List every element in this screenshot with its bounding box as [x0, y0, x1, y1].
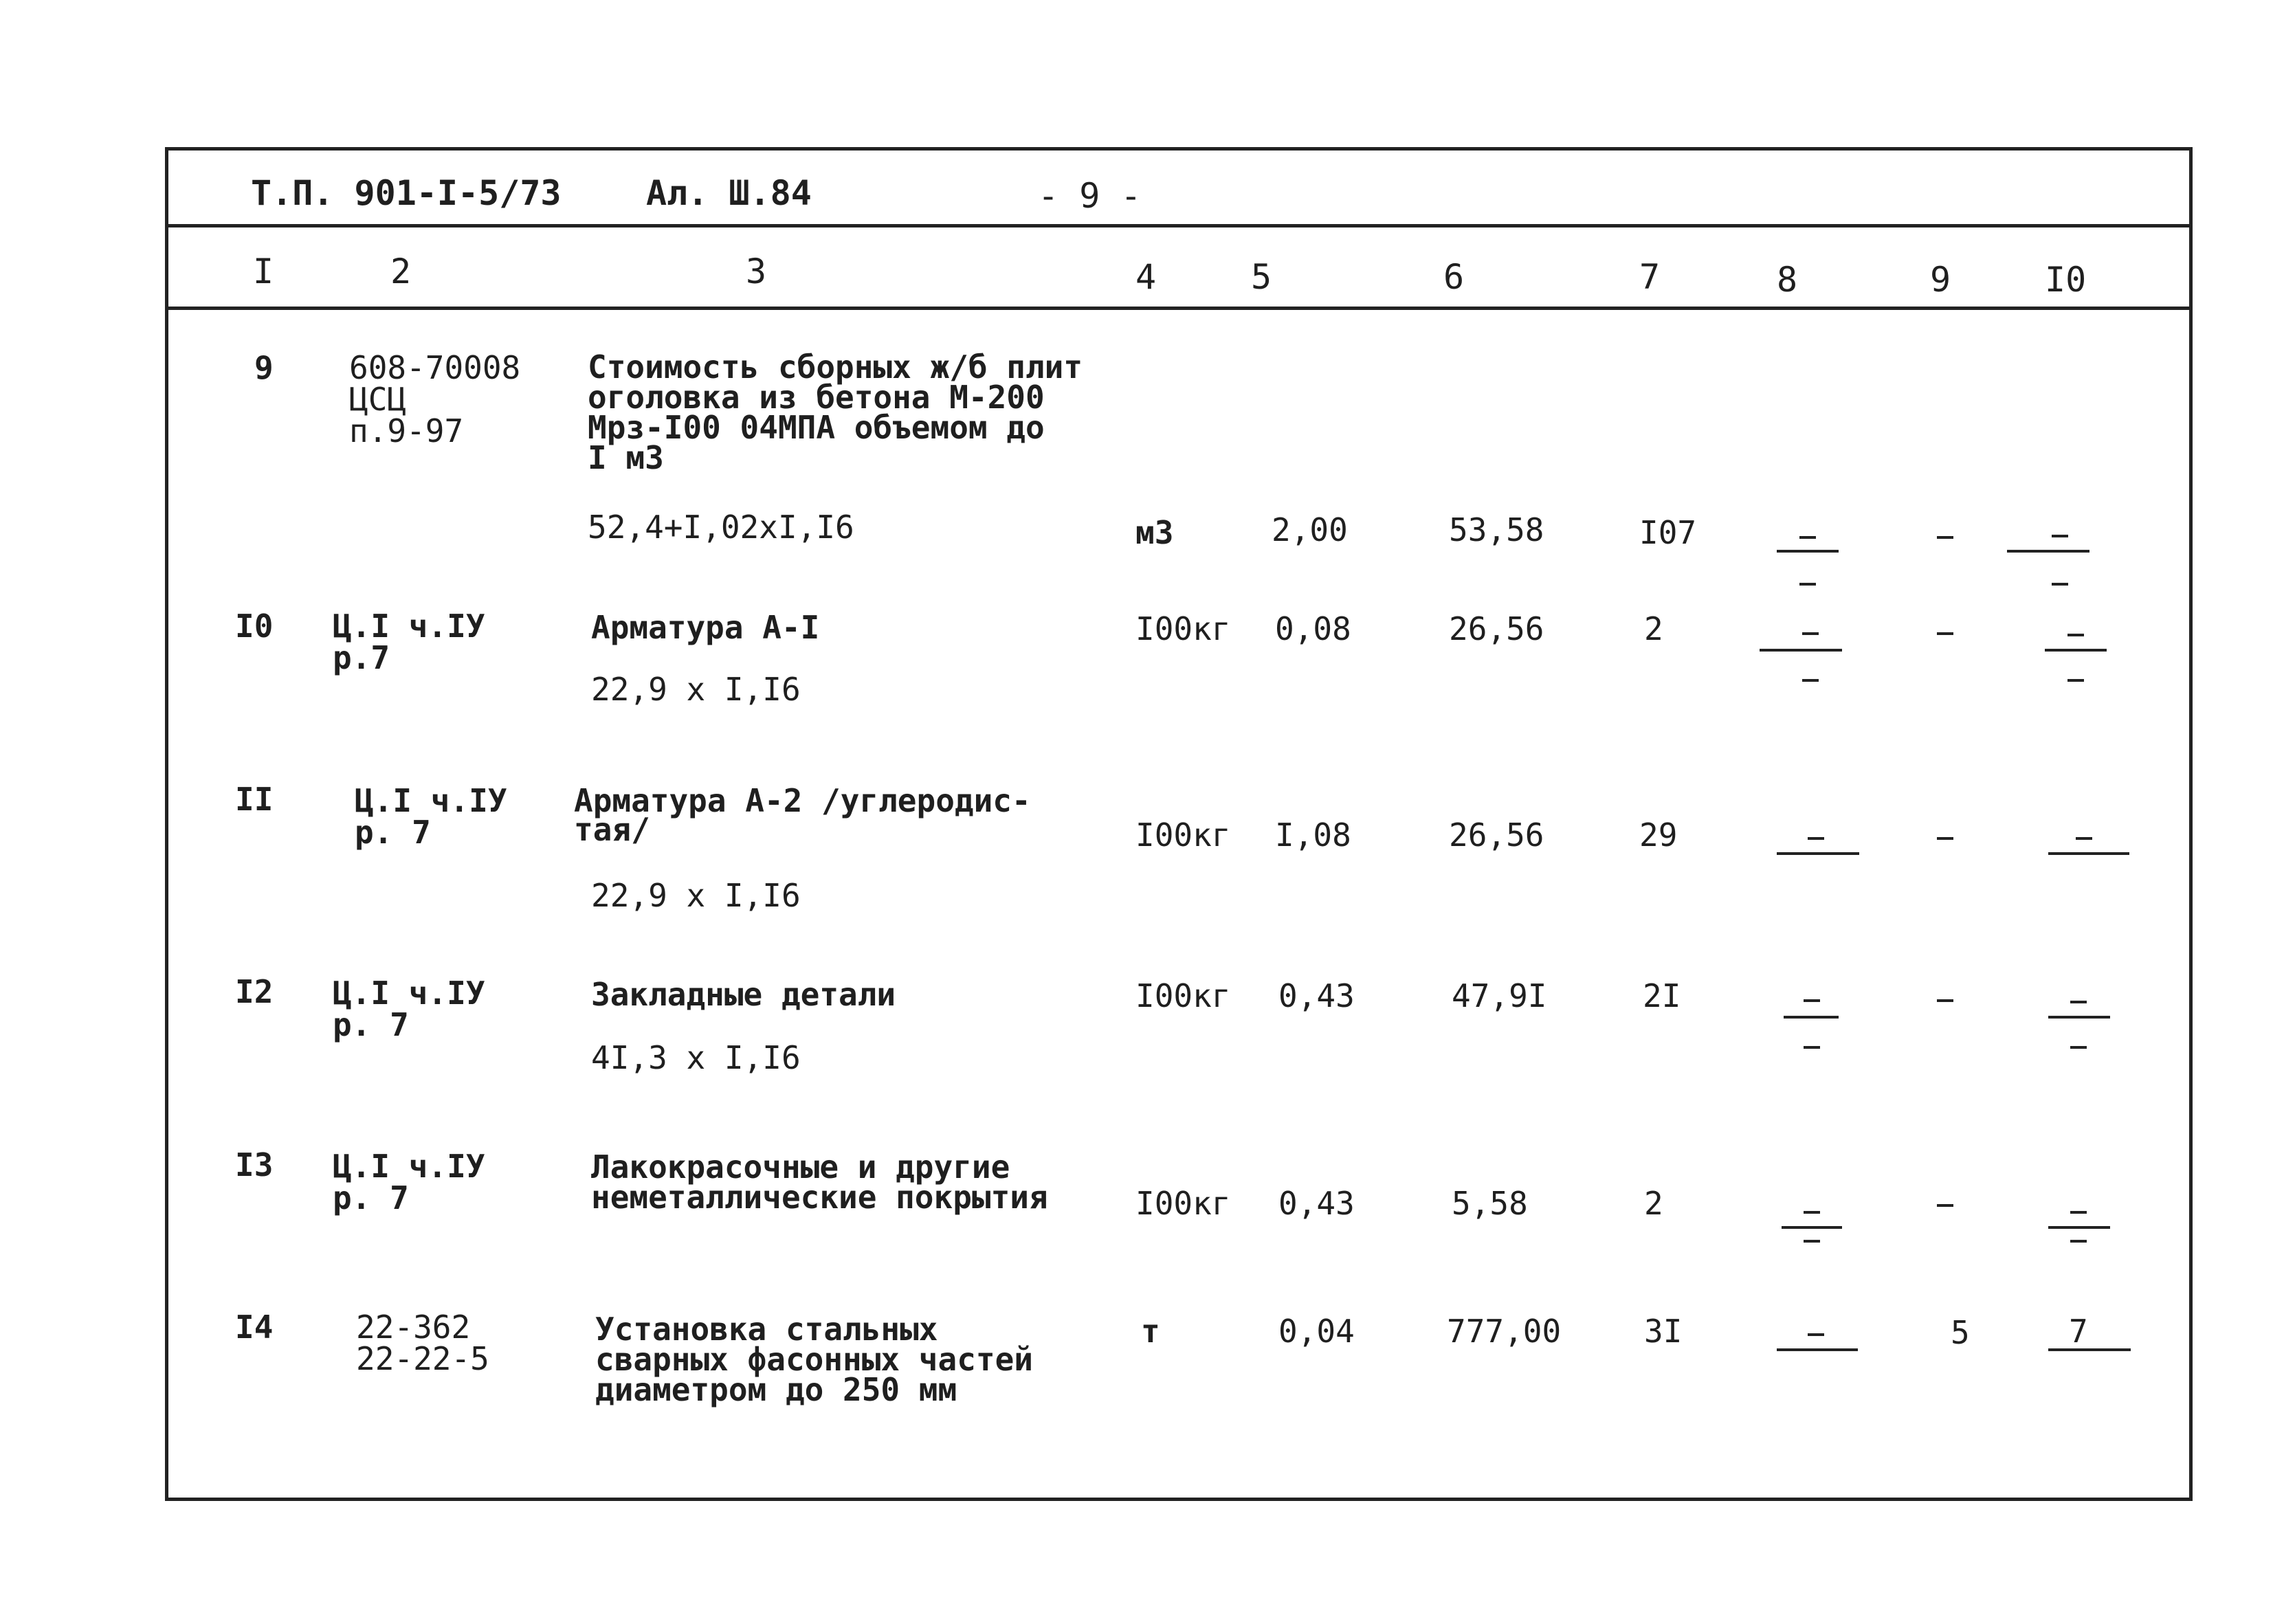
row-col8-dash	[1802, 679, 1819, 682]
row-number: I3	[235, 1146, 274, 1183]
row-unit: I00кг	[1135, 816, 1231, 854]
row-col8-fraction-line	[1782, 1226, 1842, 1229]
row-col10-dash	[2067, 634, 2084, 636]
col-header-10: I0	[2045, 260, 2087, 300]
row-code: Ц.I ч.IУ р. 7	[333, 1148, 485, 1216]
row-col10-dash	[2070, 1240, 2087, 1243]
row-col10-dash	[2070, 1211, 2087, 1214]
row-col8-fraction-line	[1760, 649, 1842, 652]
row-name: Лакокрасочные и другие неметаллические покрытия	[591, 1148, 1048, 1216]
row-code: 608-70008 ЦСЦ п.9-97	[349, 349, 521, 449]
row-col10-value: 7	[2069, 1313, 2088, 1350]
row-col8-dash	[1804, 999, 1820, 1002]
col-header-8: 8	[1777, 260, 1798, 300]
row-code: Ц.I ч.IУ р.7	[333, 608, 485, 676]
col-header-4: 4	[1135, 257, 1157, 297]
row-col8-fraction-line	[1784, 1016, 1839, 1019]
row-qty: 0,08	[1275, 610, 1351, 647]
row-col10-fraction-line	[2048, 1348, 2131, 1351]
row-col10-fraction-line	[2045, 649, 2107, 652]
row-formula: 22,9 х I,I6	[591, 877, 801, 914]
row-col8-dash	[1804, 1046, 1820, 1049]
row-col8-dash	[1808, 837, 1824, 840]
row-qty: 0,04	[1278, 1313, 1355, 1350]
row-number: 9	[254, 349, 274, 386]
row-price: 777,00	[1447, 1313, 1562, 1350]
row-qty: 2,00	[1272, 511, 1348, 548]
row-name: Арматура А-2 /углеродис- тая/	[574, 782, 1031, 848]
row-col9-value: 5	[1951, 1314, 1970, 1351]
row-col10-dash	[2070, 1001, 2087, 1003]
row-number: II	[235, 781, 274, 818]
row-col10-dash	[2052, 583, 2068, 586]
row-number: I2	[235, 973, 274, 1010]
row-col8-fraction-line	[1777, 550, 1839, 553]
row-name: Стоимость сборных ж/б плит оголовка из бетона М-200 Мрз-I00 04МПА объемом до I м3	[588, 348, 1083, 476]
col-header-5: 5	[1251, 257, 1272, 297]
doc-code: Т.П. 901-I-5/73	[251, 173, 562, 213]
row-col9-dash	[1937, 632, 1953, 635]
row-col10-fraction-line	[2007, 550, 2089, 553]
row-col10-dash	[2067, 679, 2084, 682]
row-name: Установка стальных сварных фасонных частей диаметром до 250 мм	[595, 1311, 1033, 1408]
row-col8-dash	[1804, 1211, 1820, 1214]
col-header-9: 9	[1930, 260, 1951, 300]
row-price: 47,9I	[1452, 977, 1547, 1014]
row-col9-dash	[1937, 999, 1953, 1002]
row-qty: 0,43	[1278, 977, 1355, 1014]
row-col8-dash	[1799, 536, 1816, 539]
col-header-6: 6	[1443, 257, 1465, 297]
row-col8-fraction-line	[1777, 1348, 1858, 1351]
row-col8-dash	[1799, 583, 1816, 586]
column-header-divider	[165, 307, 2189, 310]
row-total: 2I	[1643, 977, 1681, 1014]
row-number: I4	[235, 1309, 274, 1346]
row-col10-dash	[2070, 1046, 2087, 1049]
row-unit: I00кг	[1135, 1185, 1231, 1222]
row-qty: 0,43	[1278, 1185, 1355, 1222]
row-name: Арматура А-I	[591, 609, 820, 646]
row-code: Ц.I ч.IУ р. 7	[355, 782, 507, 851]
row-price: 53,58	[1449, 511, 1544, 548]
row-unit: т	[1141, 1313, 1160, 1350]
row-number: I0	[235, 608, 274, 645]
col-header-1: I	[253, 252, 274, 291]
row-formula: 22,9 х I,I6	[591, 671, 801, 708]
row-col10-fraction-line	[2048, 852, 2129, 855]
header-divider	[165, 224, 2189, 227]
album-number: Ал. Ш.84	[646, 173, 812, 213]
row-total: I07	[1639, 514, 1697, 551]
row-total: 3I	[1644, 1313, 1683, 1350]
row-formula: 4I,3 х I,I6	[591, 1039, 801, 1076]
row-col9-dash	[1937, 1204, 1953, 1207]
row-price: 5,58	[1452, 1185, 1528, 1222]
row-col8-dash	[1802, 632, 1819, 635]
row-unit: I00кг	[1135, 610, 1231, 647]
row-total: 2	[1644, 610, 1663, 647]
row-col10-dash	[2076, 837, 2092, 840]
row-qty: I,08	[1275, 816, 1351, 854]
col-header-7: 7	[1639, 257, 1661, 297]
row-price: 26,56	[1449, 816, 1544, 854]
row-unit: I00кг	[1135, 977, 1231, 1014]
row-col10-fraction-line	[2048, 1016, 2110, 1019]
row-col9-dash	[1937, 536, 1953, 539]
row-formula: 52,4+I,02хI,I6	[588, 509, 854, 546]
row-price: 26,56	[1449, 610, 1544, 647]
col-header-2: 2	[390, 252, 412, 291]
row-col10-dash	[2052, 535, 2068, 537]
row-code: Ц.I ч.IУ р. 7	[333, 975, 485, 1043]
row-unit: м3	[1135, 514, 1174, 551]
row-col9-dash	[1937, 837, 1953, 840]
row-col8-fraction-line	[1777, 852, 1859, 855]
row-name: Закладные детали	[591, 976, 896, 1013]
row-col8-dash	[1808, 1333, 1824, 1336]
col-header-3: 3	[746, 252, 767, 291]
row-col8-dash	[1804, 1240, 1820, 1243]
row-total: 29	[1639, 816, 1678, 854]
row-col10-fraction-line	[2048, 1226, 2110, 1229]
row-code: 22-362 22-22-5	[356, 1309, 489, 1377]
row-total: 2	[1644, 1185, 1663, 1222]
page-number: - 9 -	[1038, 176, 1142, 216]
